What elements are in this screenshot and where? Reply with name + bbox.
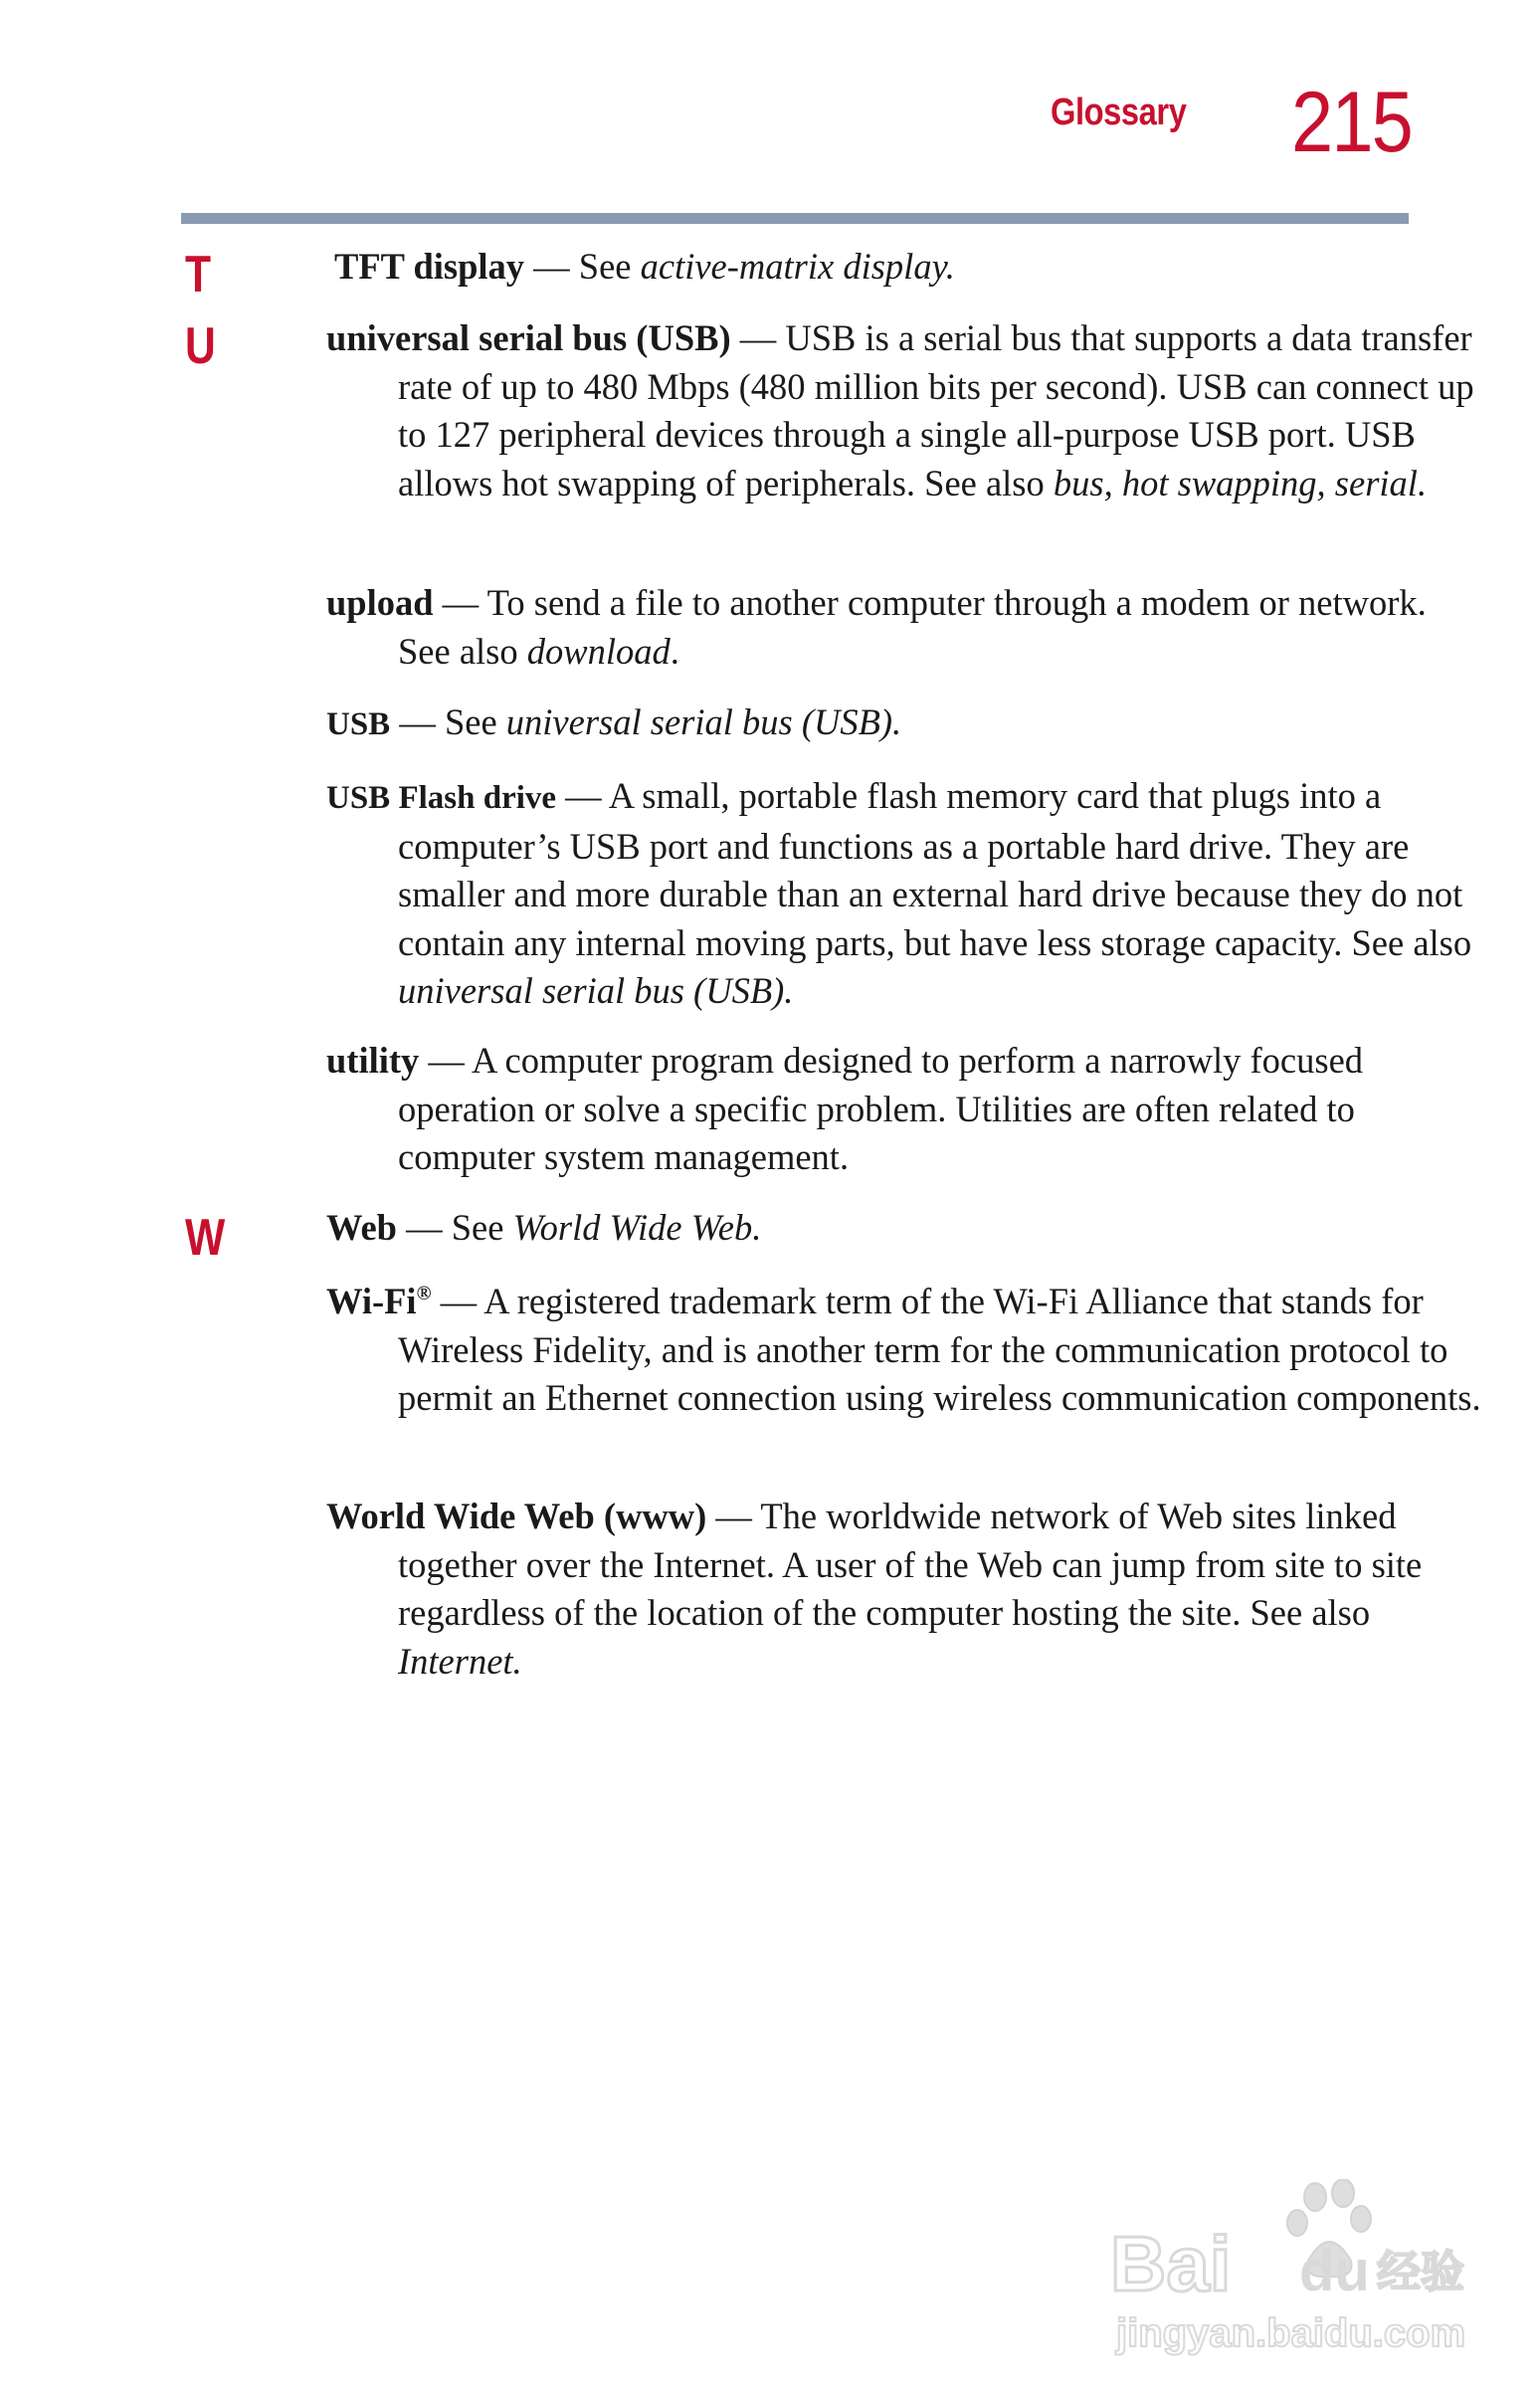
running-header-section: Glossary: [1051, 92, 1187, 133]
watermark-brand: Bai: [1110, 2220, 1232, 2307]
section-letter-w: W: [185, 1209, 226, 1267]
entry-term: World Wide Web (www): [326, 1496, 707, 1536]
glossary-entry-wi-fi: [326, 1278, 1482, 1423]
glossary-entry-universal-serial-bus: [326, 314, 1482, 507]
watermark-brand-cn: 经验: [1377, 2247, 1464, 2298]
entry-text: — A registered trademark term of the Wi-Fi Alliance that stands for Wireless Fidelity, and is another term for the communication protocol to permit an Ethernet connection using wireless communication components.: [398, 1281, 1481, 1418]
watermark-brand-du: du: [1299, 2239, 1370, 2303]
entry-term: Web: [326, 1207, 397, 1248]
entry-term: utility: [326, 1040, 420, 1081]
entry-cross-reference: Internet.: [398, 1640, 522, 1682]
baidu-jingyan-watermark: [1104, 2179, 1482, 2368]
watermark-url: jingyan.baidu.com: [1116, 2311, 1466, 2355]
entry-text: — A computer program designed to perform a narrowly focused operation or solve a specific problem. Utilities are often related to computer system management.: [398, 1040, 1364, 1177]
glossary-entry-usb-flash-drive: [326, 772, 1482, 1016]
entry-text: — USB is a serial bus that supports a data transfer rate of up to 480 Mbps (480 million bits per second). USB can connect up to 127 peripheral devices through a single all-purpose USB port. USB allows hot swapping of peripherals. See also: [398, 317, 1474, 503]
entry-term: universal serial bus (USB): [326, 317, 731, 358]
glossary-entry-world-wide-web: [326, 1493, 1482, 1686]
entry-text: — The worldwide network of Web sites linked together over the Internet. A user of the Web can jump from site to site regardless of the location of the computer hosting the site. See also: [398, 1496, 1423, 1633]
entry-cross-reference: bus, hot swapping, serial.: [1053, 462, 1428, 503]
entry-term: upload: [326, 582, 434, 623]
entry-term: Wi-Fi: [326, 1281, 417, 1321]
section-letter-t: T: [185, 246, 212, 303]
entry-text: — See: [390, 701, 506, 742]
entry-term: TFT display: [334, 246, 525, 287]
header-rule: [181, 213, 1409, 224]
entry-cross-reference: active-matrix display.: [640, 246, 955, 287]
entry-text-tail: .: [670, 630, 679, 672]
glossary-entry-upload: [326, 579, 1482, 676]
glossary-entry-usb: [326, 699, 1482, 749]
entry-text: — See: [524, 246, 641, 287]
entry-text: — To send a file to another computer through a modem or network. See also: [398, 582, 1427, 672]
glossary-entry-utility: [326, 1037, 1482, 1182]
entry-text: — A small, portable flash memory card that plugs into a computer’s USB port and functions as a portable hard drive. They are smaller and more durable than an external hard drive because they do not contain any internal moving parts, but have less storage capacity. See also: [398, 775, 1472, 963]
entry-cross-reference: universal serial bus (USB).: [398, 970, 794, 1011]
registered-mark: ®: [416, 1283, 432, 1304]
page-number: 215: [1291, 75, 1412, 170]
entry-term: USB Flash drive: [326, 780, 557, 816]
entry-term: USB: [326, 706, 391, 742]
entry-cross-reference: World Wide Web.: [512, 1207, 762, 1248]
section-letter-u: U: [185, 317, 216, 375]
entry-cross-reference: download: [526, 630, 671, 672]
glossary-entry-web: [326, 1204, 1482, 1253]
entry-cross-reference: universal serial bus (USB).: [505, 701, 902, 742]
entry-text: — See: [397, 1207, 513, 1248]
glossary-entry-tft-display: [334, 243, 1490, 292]
